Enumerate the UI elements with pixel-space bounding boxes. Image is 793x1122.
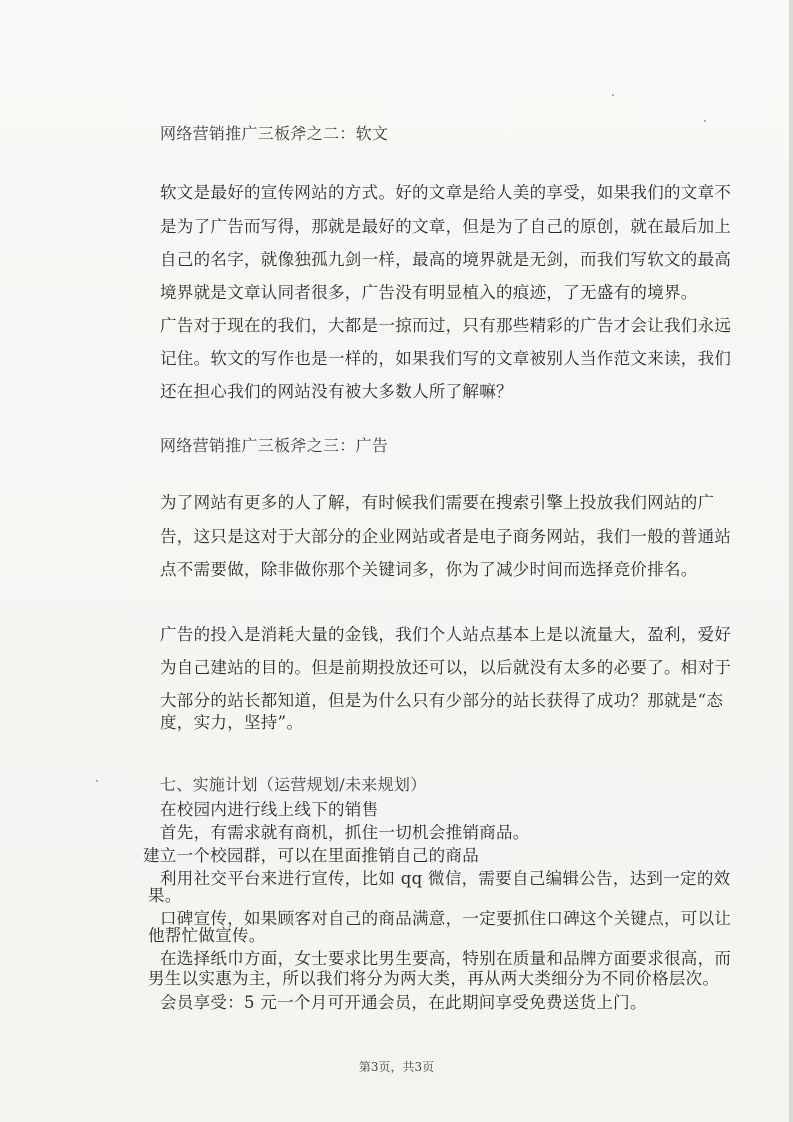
plan-line: 在选择纸巾方面，女士要求比男生要高，特别在质量和品牌方面要求很高，而 <box>160 949 732 968</box>
plan-line: 他帮忙做宣传。 <box>148 926 266 945</box>
section-heading-soft-article: 网络营销推广三板斧之二：软文 <box>160 124 389 143</box>
plan-line: 会员享受：5 元一个月可开通会员，在此期间享受免费送货上门。 <box>160 993 647 1012</box>
paragraph-line: 自己的名字，就像独孤九剑一样，最高的境界就是无剑，而我们写软文的最高 <box>160 250 732 269</box>
page-number: 第3页，共3页 <box>358 1060 435 1074</box>
paragraph-line: 是为了广告而写得，那就是最好的文章，但是为了自己的原创，就在最后加上 <box>160 217 732 236</box>
paragraph-line: 告，这只是这对于大部分的企业网站或者是电子商务网站，我们一般的普通站 <box>160 527 732 546</box>
paragraph-line: 度，实力，坚持”。 <box>160 713 304 732</box>
paragraph-line: 广告的投入是消耗大量的金钱，我们个人站点基本上是以流量大，盈利，爱好 <box>160 625 732 644</box>
section-heading-advertising: 网络营销推广三板斧之三：广告 <box>160 436 389 455</box>
paragraph-line: 点不需要做，除非做你那个关键词多，你为了减少时间而选择竞价排名。 <box>160 560 698 579</box>
paragraph-line: 软文是最好的宣传网站的方式。好的文章是给人美的享受，如果我们的文章不 <box>160 183 732 202</box>
scan-speck <box>96 780 98 782</box>
scan-edge <box>789 0 793 1122</box>
paragraph-line: 境界就是文章认同者很多，广告没有明显植入的痕迹，了无盛有的境界。 <box>160 283 698 302</box>
plan-line: 果。 <box>148 886 182 905</box>
paragraph-line: 记住。软文的写作也是一样的，如果我们写的文章被别人当作范文来读，我们 <box>160 349 732 368</box>
paragraph-line: 为自己建站的目的。但是前期投放还可以，以后就没有太多的必要了。相对于 <box>160 658 732 677</box>
scan-speck <box>612 94 614 96</box>
plan-line: 男生以实惠为主，所以我们将分为两大类，再从两大类细分为不同价格层次。 <box>148 969 720 988</box>
paragraph-line: 还在担心我们的网站没有被大多数人所了解嘛？ <box>160 382 513 401</box>
scan-speck <box>704 120 706 122</box>
paragraph-line: 为了网站有更多的人了解，有时候我们需要在搜索引擎上投放我们网站的广 <box>160 493 715 512</box>
paragraph-line: 广告对于现在的我们，大都是一掠而过，只有那些精彩的广告才会让我们永远 <box>160 316 732 335</box>
plan-line: 在校园内进行线上线下的销售 <box>160 800 379 819</box>
paragraph-line: 大部分的站长都知道，但是为什么只有少部分的站长获得了成功？那就是“态 <box>160 691 724 710</box>
plan-line: 利用社交平台来进行宣传，比如 qq 微信，需要自己编辑公告，达到一定的效 <box>160 869 731 888</box>
plan-line: 建立一个校园群，可以在里面推销自己的商品 <box>143 846 479 865</box>
plan-line: 口碑宣传，如果顾客对自己的商品满意，一定要抓住口碑这个关键点，可以让 <box>160 909 732 928</box>
plan-line: 首先，有需求就有商机，抓住一切机会推销商品。 <box>160 823 530 842</box>
section-heading-implementation-plan: 七、实施计划（运营规划/未来规划） <box>160 775 427 794</box>
